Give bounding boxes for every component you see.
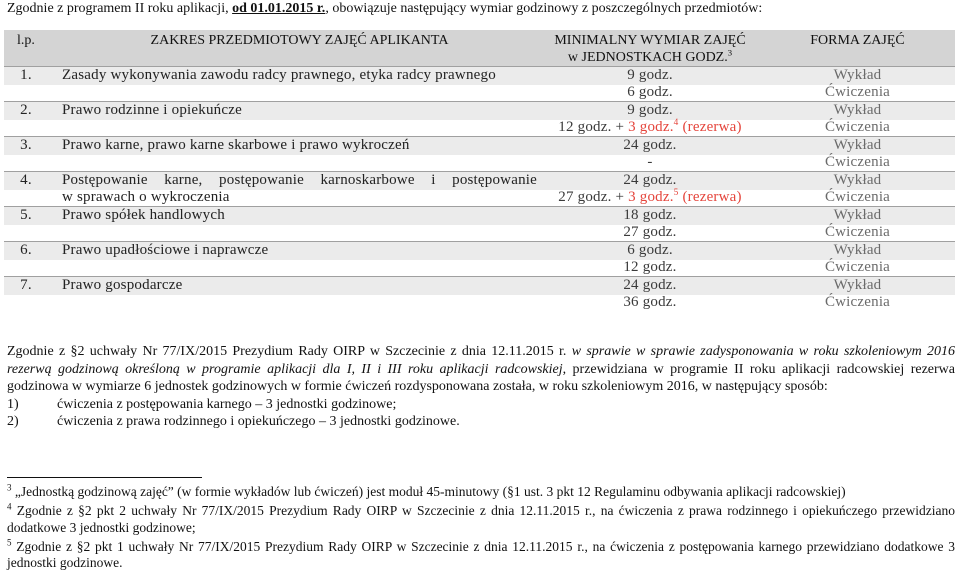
exercise-form: Ćwiczenia [824,294,891,310]
exercise-hours: 27 godz. [623,224,677,240]
row-subject: Prawo spółek handlowych [62,207,225,223]
intro-text-end: , obowiązuje następujący wymiar godzinowy z poszczególnych przedmiotów: [325,1,763,16]
lecture-line [4,242,955,260]
exercise-form: Ćwiczenia [824,119,891,135]
lecture-line [4,277,955,295]
table-row [4,276,955,311]
header-hours-line2 [540,49,760,66]
exercise-line [4,259,955,277]
exercise-hours [540,189,760,207]
lecture-hours: 24 godz. [623,277,677,293]
exercise-hours: 36 godz. [623,294,677,310]
lecture-line [4,137,955,155]
footnote-ref: 5 [673,188,679,198]
header-hours-line1: MINIMALNY WYMIAR ZAJĘĆ [554,33,746,48]
row-number: 2. [20,102,32,118]
exercise-line [4,294,955,312]
lecture-line [4,102,955,120]
header-hours-line2-text: w JEDNOSTKACH GODZ. [567,50,728,65]
intro-sentence [7,0,762,17]
exercise-line [4,84,955,102]
header-form: FORMA ZAJĘĆ [810,33,905,48]
lecture-form: Wykład [833,277,882,293]
exercise-form: Ćwiczenia [824,224,891,240]
exercise-hours: - [647,154,653,170]
header-hours [540,32,760,66]
footnote-mark: 3 [7,482,12,493]
exercise-hours: 6 godz. [627,84,673,100]
footnote-text: Zgodnie z §2 pkt 1 uchwały Nr 77/IX/2015 Prezydium Rady OIRP w Szczecinie z dnia 12.11.2015 r., na ćwiczenia z postępowania karnego przewidziano dodatkowe 3 jednostki godzinowe. [7,538,956,570]
reserve-label: (rezerwa) [678,189,742,205]
lecture-line [4,207,955,225]
exercise-hours: 12 godz. [623,259,677,275]
footnote-ref: 4 [673,118,679,128]
footnote-text: Zgodnie z §2 pkt 2 uchwały Nr 77/IX/2015 Prezydium Rady OIRP w Szczecinie z dnia 12.11.2015 r., na ćwiczenia z prawa rodzinnego i opiekuńczego przewidziano dodatkowe 3 jednostki godzinowe; [7,503,956,535]
list-item-text: ćwiczenia z prawa rodzinnego i opiekuńczego – 3 jednostki godzinowe. [57,414,460,429]
table-row [4,101,955,136]
footnote [7,484,955,501]
lecture-hours: 9 godz. [627,67,673,83]
reserve-hours [628,189,742,205]
lecture-hours: 9 godz. [627,102,673,118]
footnote-ref: 3 [727,47,733,58]
exercise-hours [540,119,760,137]
exercise-form: Ćwiczenia [824,154,891,170]
lecture-hours: 24 godz. [623,172,677,188]
resolution-text-start: Zgodnie z §2 uchwały Nr 77/IX/2015 Prezydium Rady OIRP w Szczecinie z dnia 12.11.2015 r. [7,344,572,359]
row-number: 1. [20,67,32,83]
row-number: 7. [20,277,32,293]
row-subject: Zasady wykonywania zawodu radcy prawnego, etyka radcy prawnego [62,67,496,83]
footnote [7,539,955,572]
table-row [4,206,955,241]
table-row [4,136,955,171]
exercise-line [4,189,955,207]
footnotes [7,484,955,574]
lecture-form: Wykład [833,102,882,118]
exercise-form: Ćwiczenia [824,84,891,100]
exercise-line [4,154,955,172]
exercise-line [4,224,955,242]
row-number: 6. [20,242,32,258]
row-number: 4. [20,172,32,188]
reserve-label: (rezerwa) [678,119,742,135]
row-subject: Postępowanie karne, postępowanie karnoskarbowe i postępowanie [62,172,537,188]
row-subject: Prawo gospodarcze [62,277,183,293]
lecture-form: Wykład [833,242,882,258]
lecture-line [4,67,955,85]
exercise-form: Ćwiczenia [824,259,891,275]
header-subject: ZAKRES PRZEDMIOTOWY ZAJĘĆ APLIKANTA [150,33,449,48]
footnote-separator [7,477,202,478]
lecture-hours: 24 godz. [623,137,677,153]
table-header [4,30,955,66]
footnote [7,503,955,536]
footnote-mark: 4 [7,501,12,512]
row-number: 5. [20,207,32,223]
lecture-form: Wykład [833,67,882,83]
lecture-form: Wykład [833,137,882,153]
footnote-mark: 5 [7,537,12,547]
list-item [7,396,955,414]
reserve-hours [628,119,742,135]
list-item-number: 1) [7,396,19,412]
exercise-form: Ćwiczenia [824,189,891,205]
resolution-text-end: , przewidziana w programie II roku aplikacji radcowskiej rezerwa godzinowa w wymiarze 6 jednostek godzinowych w formie ćwiczeń rozdysponowana została, w roku szkoleniowym 2016, w następujący sposób: [7,361,955,394]
exercise-line [4,119,955,137]
table-row [4,66,955,101]
lecture-form: Wykład [833,172,882,188]
row-subject-continued: w sprawach o wykroczenia [62,189,230,205]
lecture-form: Wykład [833,207,882,223]
row-subject: Prawo karne, prawo karne skarbowe i prawo wykroczeń [62,137,410,153]
row-subject: Prawo upadłościowe i naprawcze [62,242,269,258]
reserve-hours-value: 3 godz. [628,119,674,135]
list-item-number: 2) [7,414,19,429]
header-lp: l.p. [17,33,35,48]
intro-text: Zgodnie z programem II roku aplikacji, [7,1,233,16]
exercise-base-hours: 27 godz. + [558,189,629,205]
list-item-text: ćwiczenia z postępowania karnego – 3 jednostki godzinowe; [57,396,397,412]
resolution-paragraph [7,343,955,431]
table-row [4,171,955,206]
exercise-base-hours: 12 godz. + [558,119,629,135]
footnote-text: „Jednostką godzinową zajęć” (w formie wykładów lub ćwiczeń) jest moduł 45-minutowy (§1 ust. 3 pkt 12 Regulaminu odbywania aplikacji radcowskiej) [14,484,846,499]
row-subject: Prawo rodzinne i opiekuńcze [62,102,242,118]
lecture-hours: 18 godz. [623,207,677,223]
resolution-text [7,343,955,396]
row-number: 3. [20,137,32,153]
effective-date: od 01.01.2015 r. [232,1,326,16]
table-row [4,241,955,276]
list-item [7,413,955,431]
lecture-hours: 6 godz. [627,242,673,258]
hours-table [4,30,955,311]
reserve-hours-value: 3 godz. [628,189,674,205]
resolution-subject-italic: w sprawie w sprawie zadysponowania w roku szkoleniowym 2016 rezerwą godzinową określoną w programie aplikacji dla I, II i III roku aplikacji radcowskiej [7,344,956,377]
lecture-line [4,172,955,190]
